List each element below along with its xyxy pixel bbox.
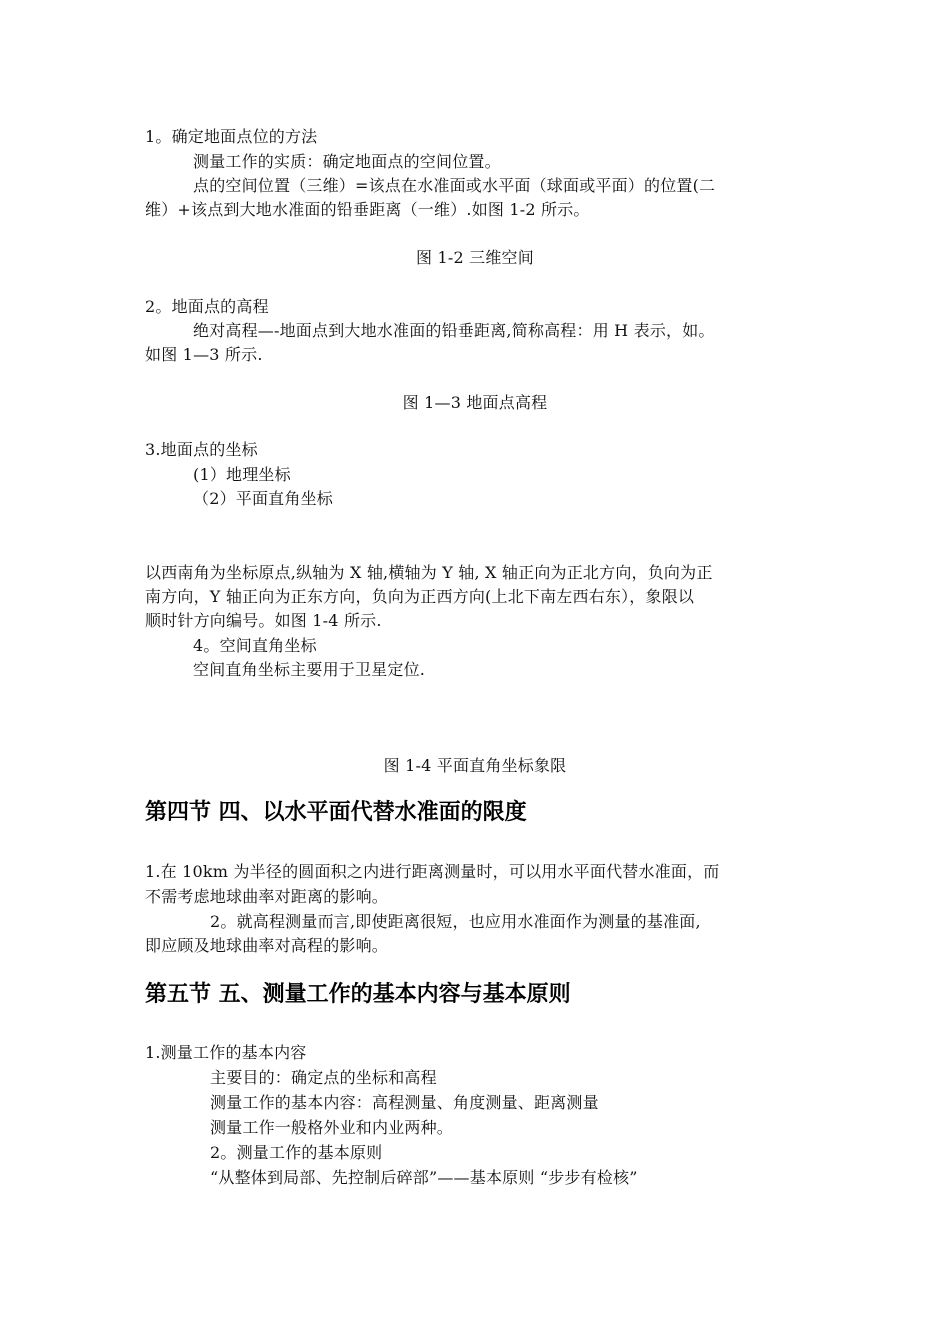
part4-title: 第四节 四、以水平面代替水准面的限度 bbox=[145, 800, 527, 825]
section3-heading: 3.地面点的坐标 bbox=[145, 440, 258, 459]
section2-heading: 2。地面点的高程 bbox=[145, 297, 269, 316]
section3-item-spatial-text: 空间直角坐标主要用于卫星定位. bbox=[193, 660, 426, 679]
figure-caption-1-2: 图 1-2 三维空间 bbox=[416, 248, 534, 267]
section3-paragraph-line-2: 南方向，Y 轴正向为正东方向，负向为正西方向(上北下南左西右东），象限以 bbox=[145, 587, 695, 606]
part4-paragraph-1-line-2: 不需考虑地球曲率对距离的影响。 bbox=[145, 887, 389, 906]
part5-line-2: 测量工作的基本内容：高程测量、角度测量、距离测量 bbox=[210, 1093, 599, 1112]
part5-heading: 1.测量工作的基本内容 bbox=[145, 1043, 307, 1062]
section1-paragraph-1: 测量工作的实质：确定地面点的空间位置。 bbox=[193, 152, 501, 171]
part5-line-4: 2。测量工作的基本原则 bbox=[210, 1143, 383, 1162]
figure-caption-1-3: 图 1—3 地面点高程 bbox=[402, 393, 548, 412]
part5-title: 第五节 五、测量工作的基本内容与基本原则 bbox=[145, 982, 571, 1007]
section1-heading: 1。确定地面点位的方法 bbox=[145, 127, 318, 146]
part4-paragraph-1-line-1: 1.在 10km 为半径的圆面积之内进行距离测量时，可以用水平面代替水准面，而 bbox=[145, 862, 720, 881]
section3-item-geographic: (1）地理坐标 bbox=[193, 465, 291, 484]
section3-paragraph-line-3: 顺时针方向编号。如图 1-4 所示. bbox=[145, 611, 382, 630]
section1-paragraph-2-line-1: 点的空间位置（三维）=该点在水准面或水平面（球面或平面）的位置(二 bbox=[193, 176, 716, 195]
section1-paragraph-2-line-2: 维）+该点到大地水准面的铅垂距离（一维）.如图 1-2 所示。 bbox=[145, 200, 590, 219]
section3-item-spatial: 4。空间直角坐标 bbox=[193, 636, 317, 655]
section3-item-planar: （2）平面直角坐标 bbox=[193, 489, 333, 508]
part4-paragraph-2-line-1: 2。就高程测量而言,即使距离很短，也应用水准面作为测量的基准面, bbox=[210, 912, 701, 931]
section2-paragraph-line-1: 绝对高程—-地面点到大地水准面的铅垂距离,简称高程：用 H 表示，如。 bbox=[193, 321, 715, 340]
section3-paragraph-line-1: 以西南角为坐标原点,纵轴为 X 轴,横轴为 Y 轴, X 轴正向为正北方向，负向为正 bbox=[145, 563, 713, 582]
figure-caption-1-4: 图 1-4 平面直角坐标象限 bbox=[383, 756, 567, 775]
section2-paragraph-line-2: 如图 1—3 所示. bbox=[145, 345, 263, 364]
part4-paragraph-2-line-2: 即应顾及地球曲率对高程的影响。 bbox=[145, 936, 389, 955]
part5-line-5: “从整体到局部、先控制后碎部”——基本原则 “步步有检核” bbox=[210, 1168, 638, 1187]
part5-line-3: 测量工作一般格外业和内业两种。 bbox=[210, 1118, 454, 1137]
part5-line-1: 主要目的：确定点的坐标和高程 bbox=[210, 1068, 437, 1087]
